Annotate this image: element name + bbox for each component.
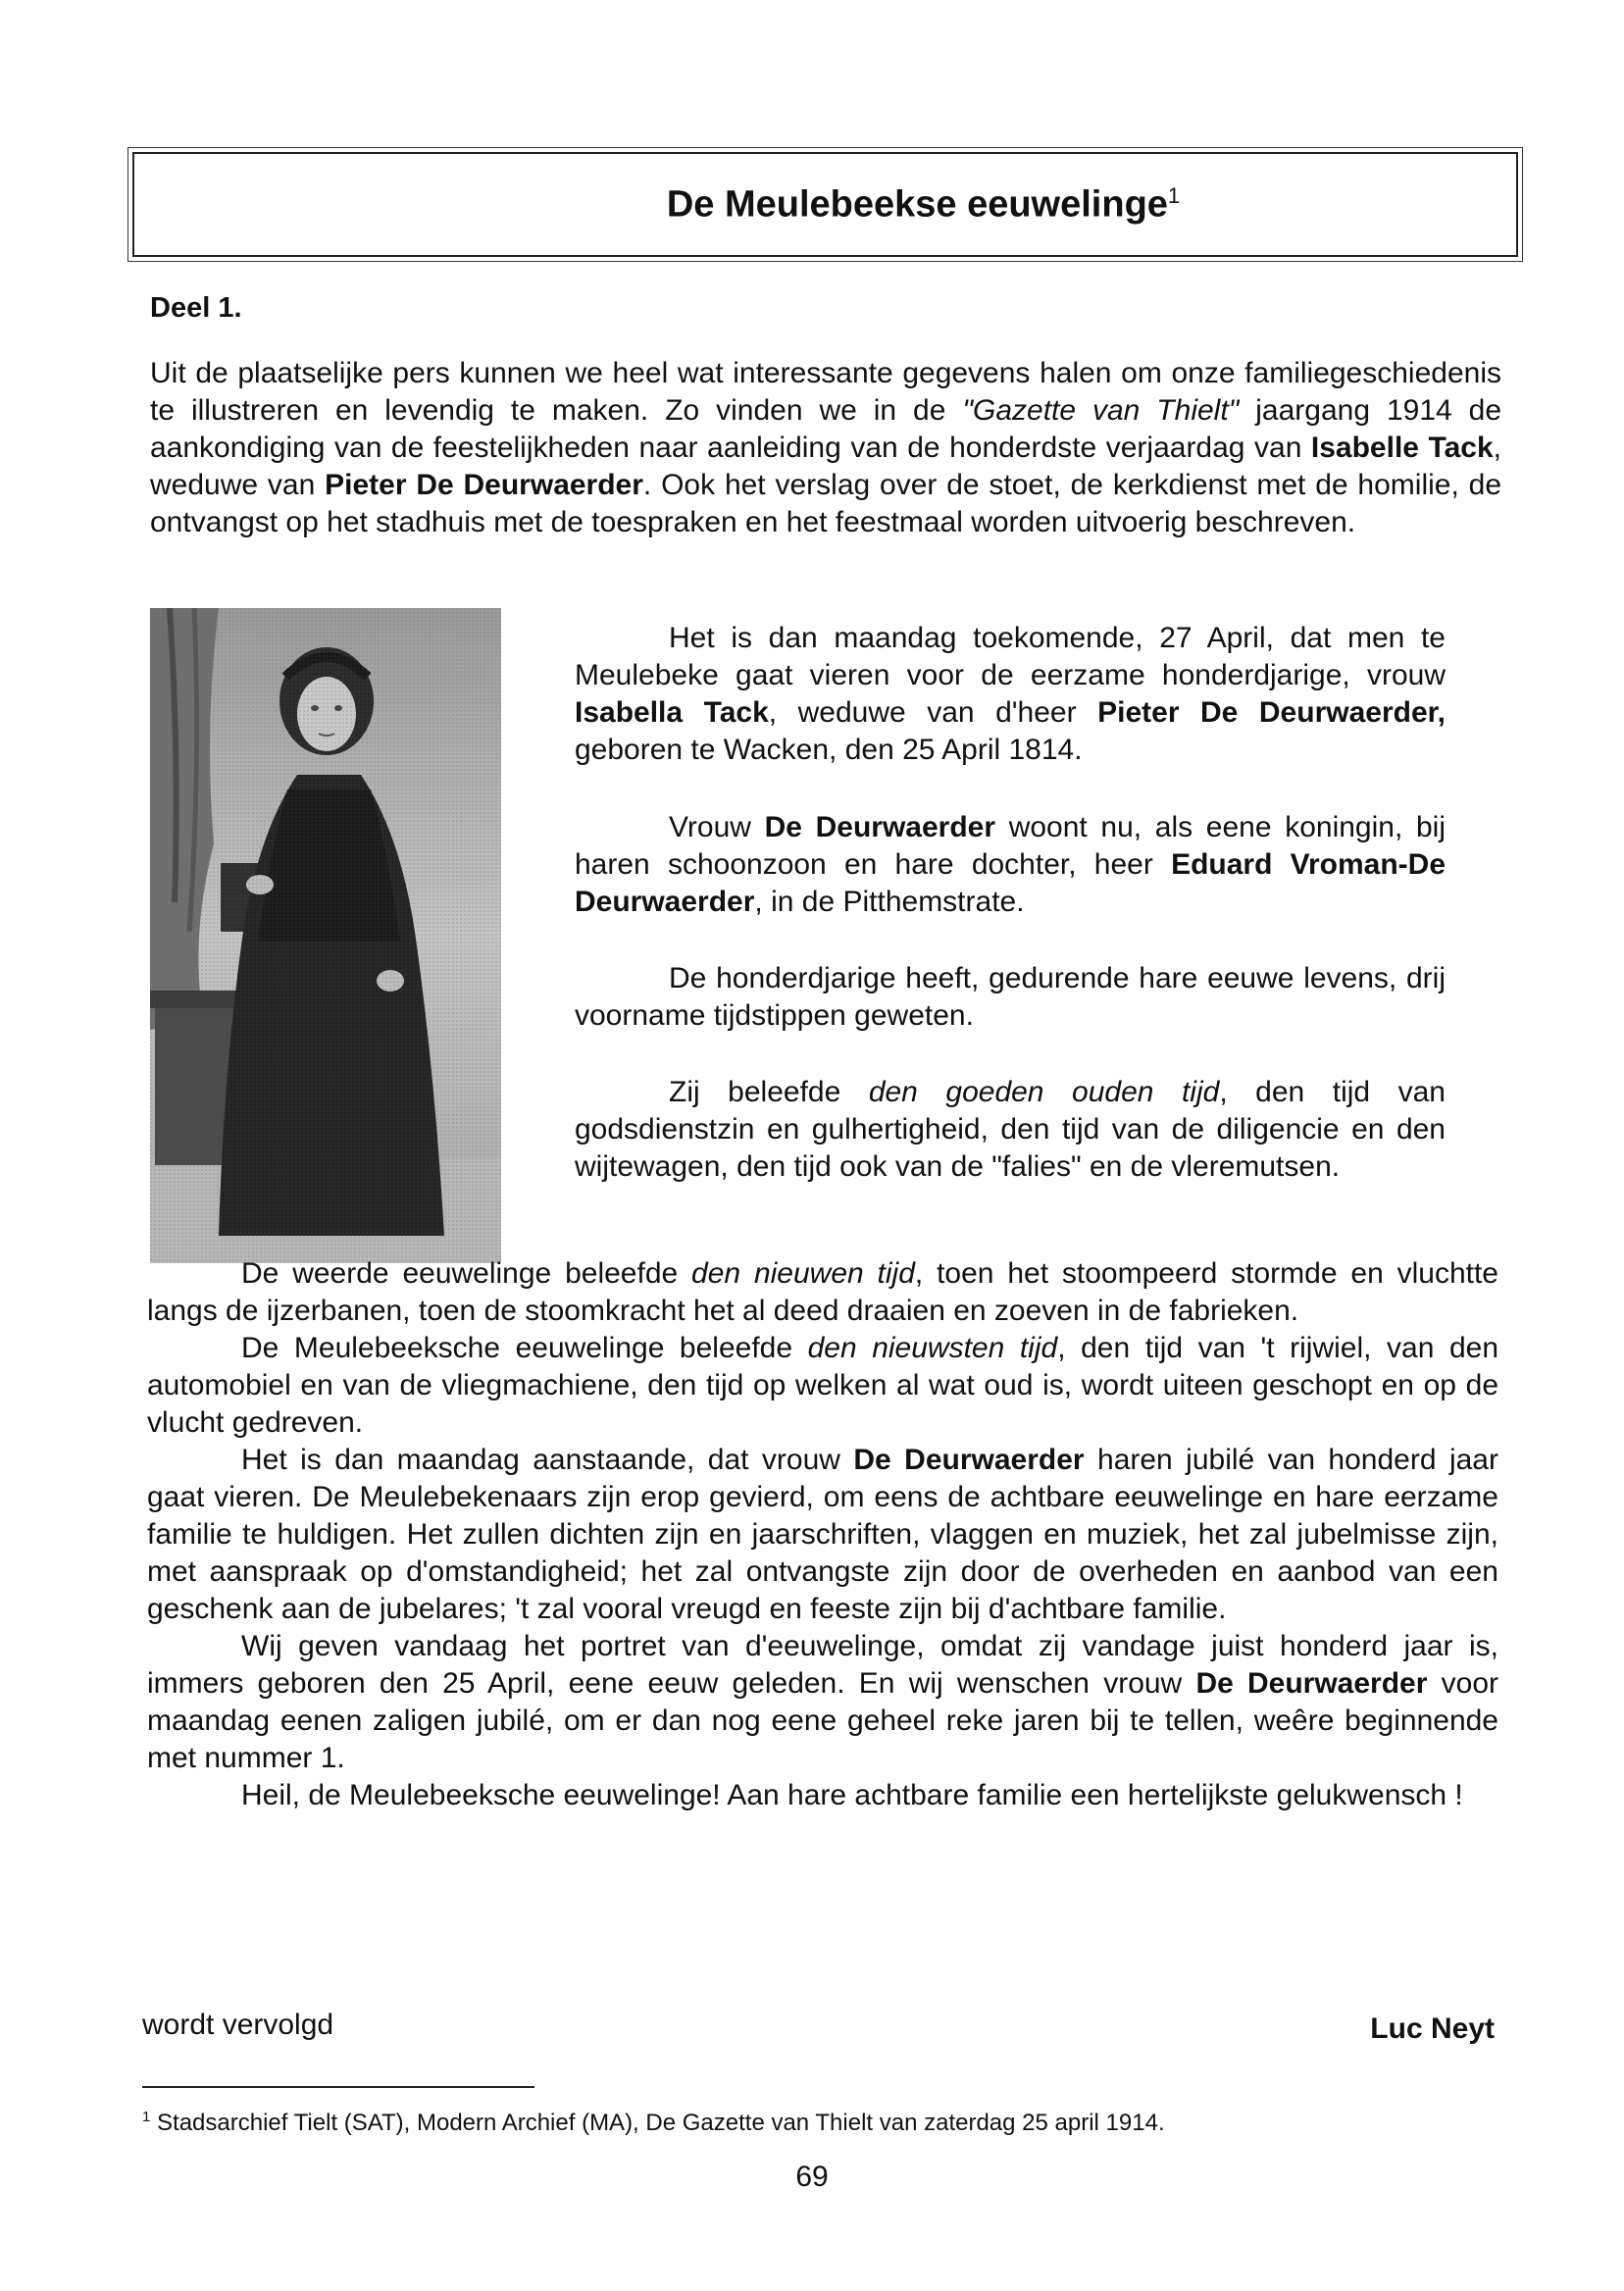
person-name: De Deurwaerder [764,811,996,843]
intro-newspaper-name: "Gazette van Thielt" [962,394,1240,427]
portrait-photo [150,608,501,1263]
emphasis: den goeden ouden tijd [868,1076,1220,1108]
body-text [147,1255,1498,1814]
title-box [132,152,1518,257]
page-number: 69 [795,2161,829,2193]
column-paragraph-1 [575,620,1446,769]
body-paragraph-7 [147,1442,1498,1628]
author-name: Luc Neyt [1370,2012,1495,2045]
footnote-marker: 1 [142,2109,151,2125]
text: voor maandag eenen zaligen jubilé, om er dan nog eene geheel reke jaren bij te tellen, weêre beginnende met nummer 1. [147,1667,1498,1774]
body-paragraph-5 [147,1255,1498,1330]
text: De honderdjarige heeft, gedurende hare eeuwe levens, drij voorname tijdstippen geweten. [575,962,1446,1032]
text: Heil, de Meulebeeksche eeuwelinge! Aan hare achtbare familie een hertelijkste gelukwensch ! [241,1779,1463,1811]
text: , den tijd van 't rijwiel, van den automobiel en van de vliegmachiene, den tijd op welken al wat oud is, wordt uiteen geschopt en op de vlucht gedreven. [147,1332,1498,1439]
person-name: Eduard Vroman-De Deurwaerder [575,848,1446,918]
intro-text: jaargang 1914 de aankondiging van de feestelijkheden naar aanleiding van de honderdste verjaardag van [150,394,1502,464]
text: , toen het stoompeerd stormde en vluchtte langs de ijzerbanen, toen de stoomkracht het al deed draaien en zoeven in de fabrieken. [147,1257,1498,1327]
text: , in de Pitthemstrate. [754,886,1025,918]
text: Zij beleefde [669,1076,869,1108]
text: haren jubilé van honderd jaar gaat vieren. De Meulebekenaars zijn erop gevierd, om eens de achtbare eeuwelinge en hare eerzame familie te huldigen. Het zullen dichten zijn en jaarschriften, vlaggen en muziek, het zal jubelmisse zijn, met aanspraak op d'omstandigheid; het zal ontvangste zijn door de overheden en aanbod van een geschenk aan de jubelares; 't zal vooral vreugd en feeste zijn bij d'achtbare familie. [147,1444,1498,1625]
column-paragraph-2 [575,809,1446,921]
intro-paragraph [150,355,1501,541]
text: Het is dan maandag toekomende, 27 April, dat men te Meulebeke gaat vieren voor de eerzame honderdjarige, vrouw [575,622,1446,691]
emphasis: den nieuwen tijd [691,1257,915,1290]
footnote [142,2102,1165,2139]
column-paragraph-3 [575,960,1446,1035]
text: Wij geven vandaag het portret van d'eeuwelinge, omdat zij vandage juist honderd jaar is, immers geboren den 25 April, eene eeuw geleden. En wij wenschen vrouw [147,1630,1498,1700]
person-name: De Deurwaerder [853,1444,1085,1476]
intro-text: Uit de plaatselijke pers kunnen we heel wat interessante gegevens halen om onze familiegeschiedenis te illustreren en levendig te maken. Zo vinden we in de [150,357,1501,427]
person-name: Pieter De Deurwaerder, [1097,696,1446,729]
text: De Meulebeeksche eeuwelinge beleefde [241,1332,808,1364]
intro-text: . Ook het verslag over de stoet, de kerkdienst met de homilie, de ontvangst op het stadhuis met de toespraken en het feestmaal worden uitvoerig beschreven. [150,469,1502,538]
body-paragraph-6 [147,1330,1498,1442]
text: , den tijd van godsdienstzin en gulhertigheid, den tijd van de diligencie en den wijtewagen, den tijd ook van de "falies" en de vleremutsen. [575,1076,1446,1183]
person-name: Isabella Tack [575,696,769,729]
footnote-divider [142,2086,534,2088]
body-paragraph-9 [147,1777,1498,1814]
section-label: Deel 1. [150,292,242,324]
title-footnote-marker: 1 [1167,183,1181,208]
page-title-text: De Meulebeekse eeuwelinge [666,183,1168,226]
footnote-text: Stadsarchief Tielt (SAT), Modern Archief (MA), De Gazette van Thielt van zaterdag 25 april 1914. [157,2110,1165,2136]
intro-person-name: Pieter De Deurwaerder [325,469,643,501]
intro-text: , weduwe van [150,432,1501,501]
text: geboren te Wacken, den 25 April 1814. [575,734,1083,766]
column-paragraph-4 [575,1074,1446,1186]
text: woont nu, als eene koningin, bij haren schoonzoon en hare dochter, heer [575,811,1446,881]
person-name: De Deurwaerder [1195,1667,1428,1700]
intro-person-name: Isabelle Tack [1310,432,1494,464]
text: Het is dan maandag aanstaande, dat vrouw [241,1444,854,1476]
text: , weduwe van d'heer [768,696,1098,729]
page-title [134,183,1516,227]
body-paragraph-8 [147,1628,1498,1777]
text: De weerde eeuwelinge beleefde [241,1257,692,1290]
continued-note: wordt vervolgd [142,2009,334,2041]
text: Vrouw [669,811,765,843]
emphasis: den nieuwsten tijd [807,1332,1058,1364]
